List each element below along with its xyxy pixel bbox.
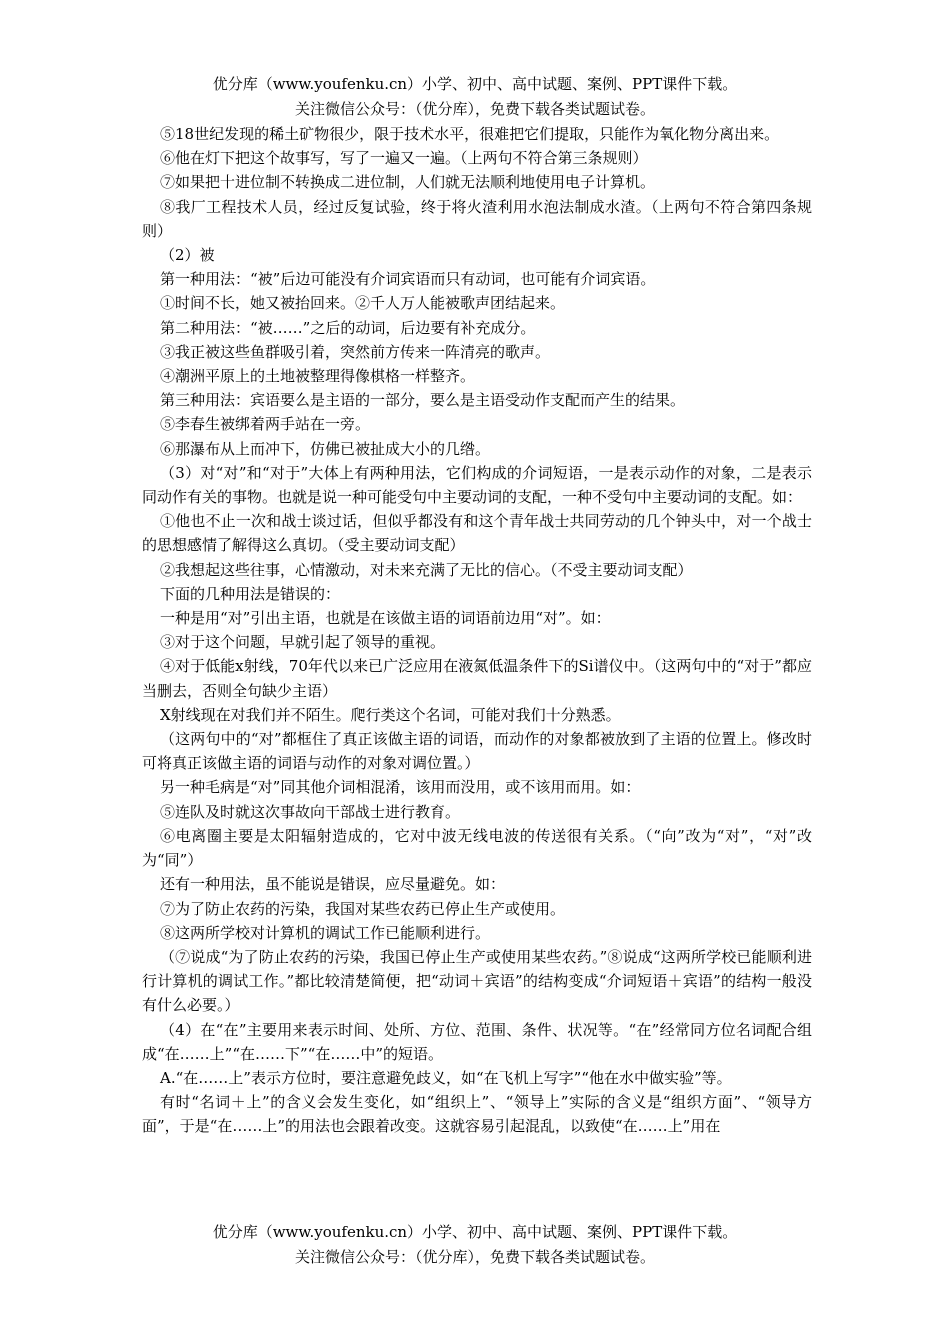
paragraph: ⑤李春生被绑着两手站在一旁。 bbox=[160, 415, 371, 434]
paragraph: ⑧我厂工程技术人员，经过反复试验，终于将火渣利用水泡法制成水渣。（上两句不符合第四条规则） bbox=[142, 197, 812, 240]
body-text bbox=[142, 122, 812, 1139]
paragraph: 第二种用法：“被……”之后的动词，后边要有补充成分。 bbox=[160, 318, 536, 337]
paragraph: （4）在“在”主要用来表示时间、处所、方位、范围、条件、状况等。“在”经常同方位名词配合组成“在……上”“在……下”“在……中”的短语。 bbox=[142, 1020, 812, 1063]
paragraph: ⑥电离圈主要是太阳辐射造成的，它对中波无线电波的传送很有关系。（“向”改为“对”，“对”改为“同”） bbox=[142, 826, 812, 870]
paragraph: ③对于这个问题，早就引起了领导的重视。 bbox=[160, 633, 446, 652]
paragraph: ⑦为了防止农药的污染，我国对某些农药已停止生产或使用。 bbox=[160, 899, 566, 918]
paragraph: ①他也不止一次和战士谈过话，但似乎都没有和这个青年战士共同劳动的几个钟头中，对一个战士的思想感情了解得这么真切。（受主要动词支配） bbox=[142, 512, 812, 555]
paragraph: ⑤18世纪发现的稀土矿物很少，限于技术水平，很难把它们提取，只能作为氧化物分离出来。 bbox=[160, 125, 780, 143]
section-heading: （2）被 bbox=[160, 246, 215, 265]
paragraph: ⑧这两所学校对计算机的调试工作已能顺利进行。 bbox=[160, 923, 491, 942]
paragraph: 一种是用“对”引出主语，也就是在该做主语的词语前边用“对”。如： bbox=[160, 609, 611, 628]
paragraph: ①时间不长，她又被抬回来。②千人万人能被歌声团结起来。 bbox=[160, 294, 566, 313]
paragraph: （这两句中的“对”都框住了真正该做主语的词语，而动作的对象都被放到了主语的位置上。修改时可将真正该做主语的词语与动作的对象对调位置。） bbox=[142, 730, 812, 773]
paragraph: ⑤连队及时就这次事故向干部战士进行教育。 bbox=[160, 802, 461, 821]
paragraph: A.“在……上”表示方位时，要注意避免歧义，如“在飞机上写字”“他在水中做实验”等。 bbox=[160, 1068, 732, 1087]
footer-line-2: 关注微信公众号：（优分库），免费下载各类试题试卷。 bbox=[294, 1248, 655, 1266]
header-line-2: 关注微信公众号：（优分库），免费下载各类试题试卷。 bbox=[294, 100, 655, 118]
paragraph: ⑥那瀑布从上而冲下，仿佛已被扯成大小的几绺。 bbox=[160, 439, 491, 458]
paragraph: （3）对“对”和“对于”大体上有两种用法，它们构成的介词短语，一是表示动作的对象，二是表示同动作有关的事物。也就是说一种可能受句中主要动词的支配，一种不受句中主要动词的支配。如： bbox=[142, 463, 812, 507]
paragraph: 有时“名词＋上”的含义会发生变化，如“组织上”、“领导上”实际的含义是“组织方面”、“领导方面”，于是“在……上”的用法也会跟着改变。这就容易引起混乱，以致使“在……上”用在 bbox=[142, 1093, 812, 1136]
paragraph: ⑥他在灯下把这个故事写，写了一遍又一遍。（上两句不符合第三条规则） bbox=[160, 149, 648, 168]
paragraph: ④潮洲平原上的土地被整理得像棋格一样整齐。 bbox=[160, 367, 476, 386]
paragraph: 下面的几种用法是错误的： bbox=[160, 584, 341, 603]
paragraph: 另一种毛病是“对”同其他介词相混淆，该用而没用，或不该用而用。如： bbox=[160, 778, 641, 797]
paragraph: ③我正被这些鱼群吸引着，突然前方传来一阵清亮的歌声。 bbox=[160, 342, 551, 361]
paragraph: （⑦说成“为了防止农药的污染，我国已停止生产或使用某些农药。”⑧说成“这两所学校已能顺利进行计算机的调试工作。”都比较清楚简便，把“动词＋宾语”的结构变成“介词短语＋宾语”的结构一般没有什么必要。） bbox=[142, 947, 812, 1015]
paragraph: 第三种用法：宾语要么是主语的一部分，要么是主语受动作支配而产生的结果。 bbox=[160, 391, 686, 410]
header-line-1: 优分库（www.youfenku.cn）小学、初中、高中试题、案例、PPT课件下载。 bbox=[212, 75, 738, 93]
paragraph: ⑦如果把十进位制不转换成二进位制，人们就无法顺利地使用电子计算机。 bbox=[160, 173, 656, 192]
paragraph: 还有一种用法，虽不能说是错误，应尽量避免。如： bbox=[160, 875, 506, 894]
footer-line-1: 优分库（www.youfenku.cn）小学、初中、高中试题、案例、PPT课件下载。 bbox=[212, 1223, 738, 1241]
paragraph: X射线现在对我们并不陌生。爬行类这个名词，可能对我们十分熟悉。 bbox=[160, 705, 621, 724]
paragraph: ②我想起这些往事，心情激动，对未来充满了无比的信心。（不受主要动词支配） bbox=[160, 560, 693, 579]
paragraph: 第一种用法：“被”后边可能没有介词宾语而只有动词，也可能有介词宾语。 bbox=[160, 270, 656, 289]
paragraph: ④对于低能x射线，70年代以来已广泛应用在液氮低温条件下的Si谱仪中。（这两句中的“对于”都应当删去，否则全句缺少主语） bbox=[142, 657, 812, 700]
